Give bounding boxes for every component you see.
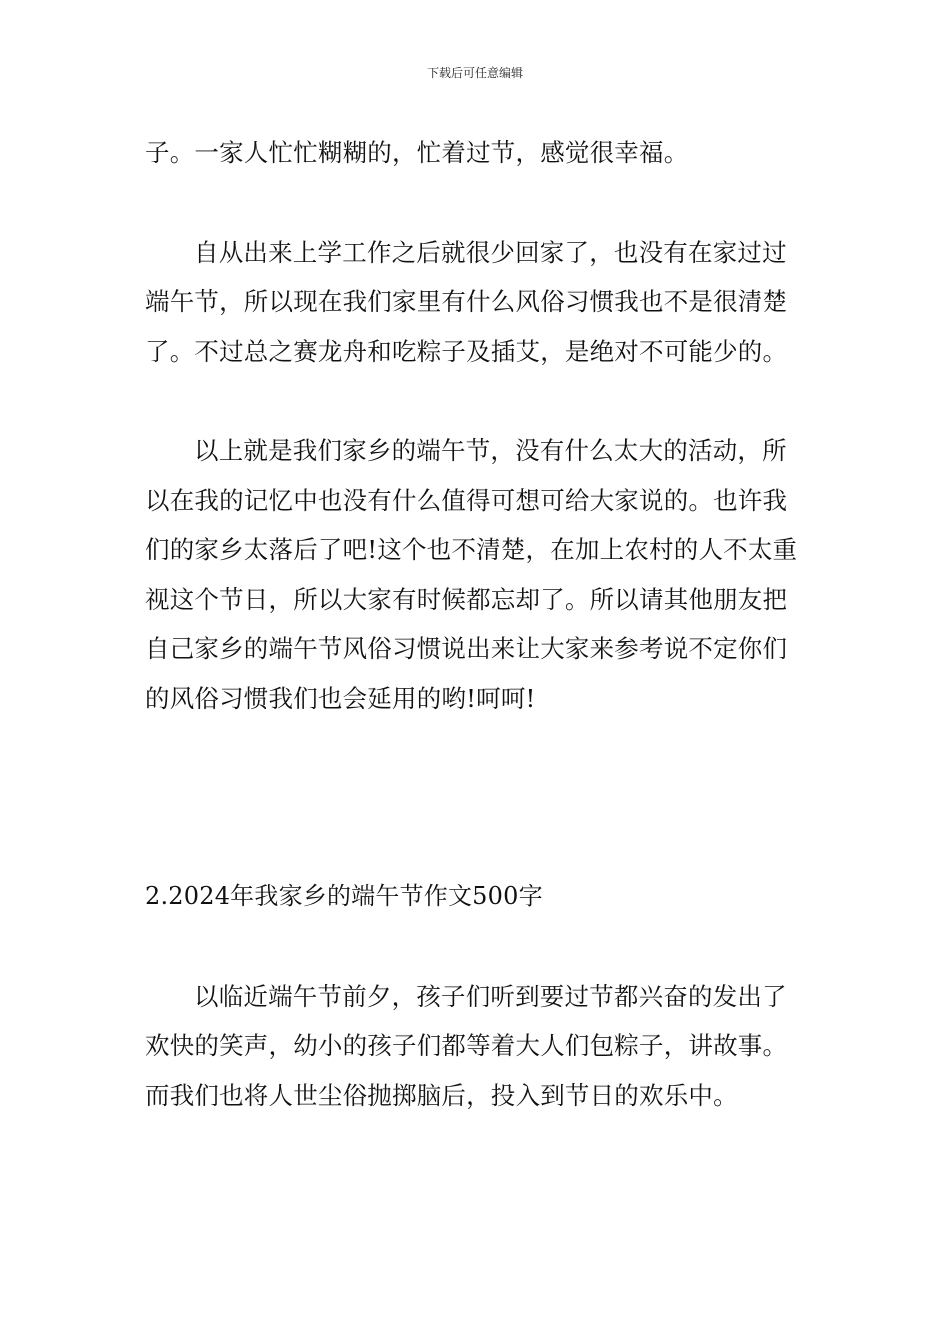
document-body bbox=[145, 128, 810, 1120]
paragraph-continuation: 子。一家人忙忙糊糊的，忙着过节，感觉很幸福。 bbox=[145, 138, 689, 167]
paragraph-conclusion: 以上就是我们家乡的端午节，没有什么太大的活动，所以在我的记忆中也没有什么值得可想可给大家说的。也许我们的家乡太落后了吧!这个也不清楚，在加上农村的人不太重视这个节日，所以大家有时候都忘却了。所以请其他朋友把自己家乡的端午节风俗习惯说出来让大家来参考说不定你们的风俗习惯我们也会延用的哟!呵呵! bbox=[145, 436, 798, 713]
page-header: 下载后可任意编辑 bbox=[426, 66, 523, 80]
paragraph-hometown-customs: 自从出来上学工作之后就很少回家了，也没有在家过过端午节，所以现在我们家里有什么风俗习惯我也不是很清楚了。不过总之赛龙舟和吃粽子及插艾，是绝对不可能少的。 bbox=[145, 237, 788, 366]
paragraph-festival-eve: 以临近端午节前夕，孩子们听到要过节都兴奋的发出了欢快的笑声，幼小的孩子们都等着大人们包粽子，讲故事。而我们也将人世尘俗抛掷脑后，投入到节日的欢乐中。 bbox=[145, 981, 788, 1110]
section-heading: 2.2024年我家乡的端午节作文500字 bbox=[145, 882, 543, 910]
